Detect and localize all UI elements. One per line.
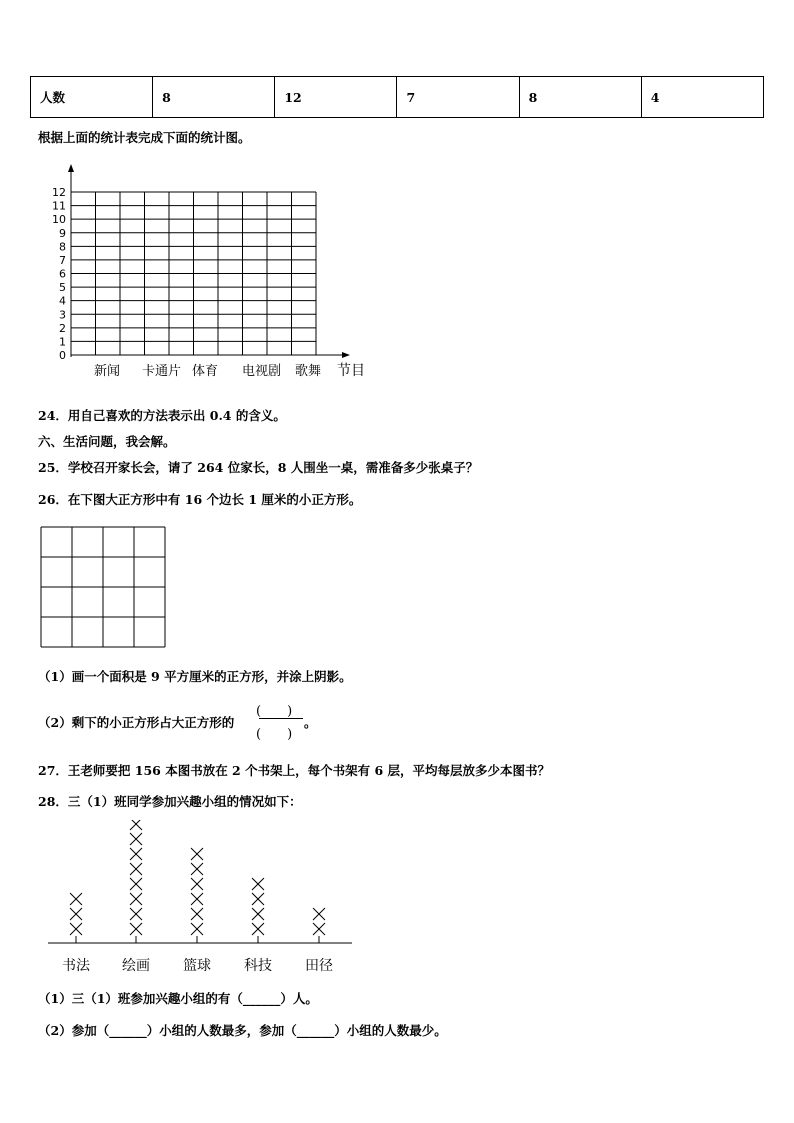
dot-plot-category-label: 田径 (305, 958, 333, 974)
chart-grid (71, 192, 316, 355)
x-category-label: 卡通片 (142, 364, 182, 379)
x-mark (252, 893, 264, 905)
x-axis-arrow (342, 352, 350, 358)
fraction-denominator: ( ) (256, 727, 293, 742)
x-mark (191, 923, 203, 935)
fraction-bar (259, 718, 303, 719)
question-26-2-end: 。 (304, 715, 317, 730)
table-cell: 7 (397, 77, 519, 118)
y-tick-label: 0 (59, 349, 66, 362)
table-cell: 8 (519, 77, 641, 118)
x-mark (70, 923, 82, 935)
x-category-label: 电视剧 (242, 364, 282, 379)
x-axis-label: 节目 (337, 363, 365, 379)
x-mark (130, 923, 142, 935)
y-tick-label: 1 (59, 335, 66, 349)
question-28-1: （1）三（1）班参加兴趣小组的有（______）人。 (38, 991, 318, 1006)
x-mark (191, 908, 203, 920)
x-mark (130, 878, 142, 890)
y-tick-label: 10 (52, 213, 66, 227)
x-mark (252, 923, 264, 935)
question-28-2: （2）参加（______）小组的人数最多，参加（______）小组的人数最少。 (38, 1023, 447, 1038)
y-tick-label: 4 (59, 294, 66, 308)
x-mark (70, 893, 82, 905)
question-26: 26．在下图大正方形中有 16 个边长 1 厘米的小正方形。 (38, 492, 362, 507)
x-category-label: 歌舞 (295, 364, 322, 379)
question-28: 28．三（1）班同学参加兴趣小组的情况如下： (38, 794, 302, 809)
x-mark (70, 908, 82, 920)
table-cell: 4 (641, 77, 763, 118)
y-axis-ticks (52, 186, 66, 362)
y-tick-label: 7 (59, 253, 66, 267)
y-tick-label: 2 (59, 321, 66, 335)
y-tick-label: 5 (59, 281, 66, 295)
blank-bar-chart (40, 160, 380, 385)
x-mark (191, 863, 203, 875)
interest-group-dot-plot (40, 820, 360, 980)
question-27: 27．王老师要把 156 本图书放在 2 个书架上，每个书架有 6 层，平均每层放多少本图书？ (38, 763, 550, 778)
x-mark (313, 908, 325, 920)
dot-plot-category-label: 书法 (62, 958, 90, 974)
x-mark (252, 878, 264, 890)
x-axis-categories (94, 363, 321, 379)
question-25: 25．学校召开家长会，请了 264 位家长，8 人围坐一桌，需准备多少张桌子？ (38, 460, 479, 475)
table-row (31, 77, 764, 118)
section-6-heading: 六、生活问题，我会解。 (38, 434, 176, 449)
dot-plot-category-label: 科技 (244, 958, 272, 974)
instruction-text: 根据上面的统计表完成下面的统计图。 (38, 130, 251, 145)
x-mark (130, 893, 142, 905)
x-mark (191, 848, 203, 860)
x-mark (252, 908, 264, 920)
y-tick-label: 12 (52, 186, 66, 199)
y-axis-arrow (68, 164, 74, 172)
dot-plot-category-label: 绘画 (122, 958, 150, 974)
y-tick-label: 3 (59, 308, 66, 322)
x-mark (191, 893, 203, 905)
question-24: 24．用自己喜欢的方法表示出 0.4 的含义。 (38, 408, 286, 423)
y-tick-label: 8 (59, 240, 66, 254)
x-mark (130, 863, 142, 875)
y-tick-label: 9 (59, 226, 66, 240)
x-mark (130, 848, 142, 860)
x-mark (313, 923, 325, 935)
x-mark (191, 878, 203, 890)
y-tick-label: 11 (52, 199, 66, 213)
x-mark (130, 820, 142, 830)
x-category-label: 体育 (192, 364, 219, 379)
x-mark (130, 833, 142, 845)
table-row-label: 人数 (31, 77, 153, 118)
x-mark (130, 908, 142, 920)
question-26-2: （2）剩下的小正方形占大正方形的 (38, 715, 235, 730)
fraction-numerator: ( ) (256, 704, 293, 719)
square-grid (40, 526, 168, 648)
stat-table (30, 76, 764, 118)
x-category-label: 新闻 (94, 364, 121, 379)
dot-plot-category-label: 篮球 (183, 958, 211, 974)
table-cell: 8 (153, 77, 275, 118)
table-cell: 12 (275, 77, 397, 118)
question-26-1: （1）画一个面积是 9 平方厘米的正方形，并涂上阴影。 (38, 669, 352, 684)
y-tick-label: 6 (59, 267, 66, 281)
